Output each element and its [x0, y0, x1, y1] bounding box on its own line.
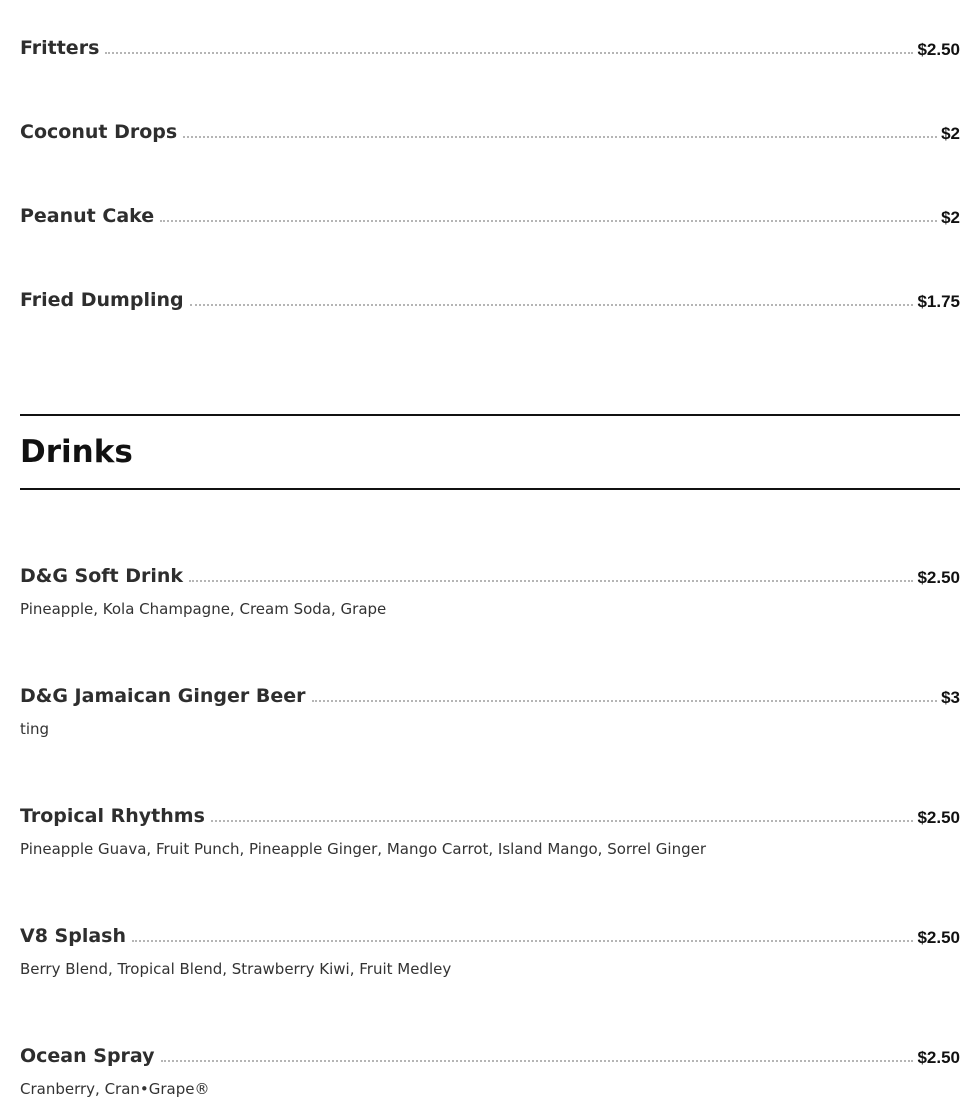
- menu-item: [20, 1044, 960, 1098]
- menu-item: [20, 804, 960, 858]
- section-header-drinks: [20, 414, 960, 490]
- item-description: Pineapple Guava, Fruit Punch, Pineapple Ginger, Mango Carrot, Island Mango, Sorrel Ginger: [20, 840, 707, 858]
- menu-item: [20, 288, 960, 312]
- item-name: Peanut Cake: [20, 205, 155, 227]
- item-name: V8 Splash: [20, 925, 126, 947]
- item-description: Pineapple, Kola Champagne, Cream Soda, Grape: [20, 600, 387, 618]
- menu-item: [20, 204, 960, 228]
- item-price: $2.50: [917, 1048, 960, 1067]
- menu-item: [20, 36, 960, 60]
- dot-leader: [132, 940, 913, 942]
- item-price: $1.75: [917, 292, 960, 311]
- item-price: $2: [941, 208, 960, 227]
- dot-leader: [312, 700, 938, 702]
- dot-leader: [160, 220, 937, 222]
- item-price: $2.50: [917, 808, 960, 827]
- dot-leader: [161, 1060, 914, 1062]
- item-description: Cranberry, Cran•Grape®: [20, 1080, 210, 1098]
- menu-item: [20, 564, 960, 618]
- item-price: $2: [941, 124, 960, 143]
- item-name: Coconut Drops: [20, 121, 178, 143]
- item-name: D&G Jamaican Ginger Beer: [20, 685, 306, 707]
- dot-leader: [105, 52, 913, 54]
- dot-leader: [211, 820, 914, 822]
- dot-leader: [183, 136, 937, 138]
- item-price: $2.50: [917, 40, 960, 59]
- item-name: Ocean Spray: [20, 1045, 155, 1067]
- item-description: ting: [20, 720, 50, 738]
- section-title: Drinks: [20, 434, 133, 470]
- item-price: $2.50: [917, 928, 960, 947]
- item-name: Tropical Rhythms: [20, 805, 205, 827]
- item-price: $3: [941, 688, 960, 707]
- dot-leader: [190, 304, 914, 306]
- item-name: D&G Soft Drink: [20, 565, 184, 587]
- menu-item: [20, 924, 960, 978]
- menu-item: [20, 684, 960, 738]
- section-bottom-rule: [20, 488, 960, 490]
- dot-leader: [189, 580, 913, 582]
- menu-item: [20, 120, 960, 144]
- item-price: $2.50: [917, 568, 960, 587]
- item-description: Berry Blend, Tropical Blend, Strawberry Kiwi, Fruit Medley: [20, 960, 452, 978]
- item-name: Fritters: [20, 37, 100, 59]
- item-name: Fried Dumpling: [20, 289, 184, 311]
